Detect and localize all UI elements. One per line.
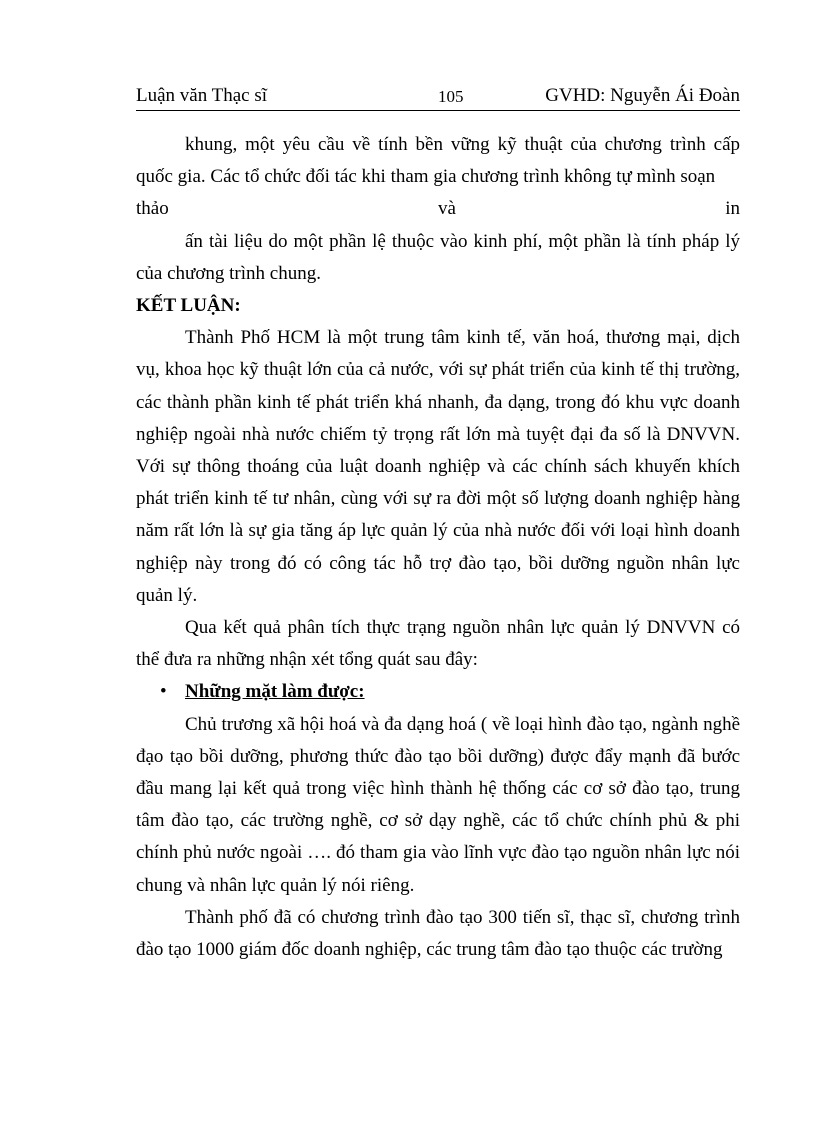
page-header <box>136 84 740 111</box>
bullet-icon: • <box>160 681 167 703</box>
paragraph-3: Thành Phố HCM là một trung tâm kinh tế, văn hoá, thương mại, dịch vụ, khoa học kỹ thuật lớn của cả nước, với sự phát triển của kinh tế thị trường, các thành phần kinh tế phát triển khá nhanh, đa dạng, trong đó khu vực doanh nghiệp ngoài nhà nước chiếm tỷ trọng rất lớn mà tuyệt đại đa số là DNVVN. Với sự thông thoáng của luật doanh nghiệp và các chính sách khuyến khích phát triển kinh tế tư nhân, cùng với sự ra đời một số lượng doanh nghiệp hàng năm rất lớn là sự gia tăng áp lực quản lý của nhà nước đối với loại hình doanh nghiệp này trong đó có công tác hỗ trợ đào tạo, bồi dưỡng nguồn nhân lực quản lý. <box>136 327 740 606</box>
paragraph-1-spread-line <box>136 193 740 225</box>
paragraph-6: Thành phố đã có chương trình đào tạo 300 tiến sĩ, thạc sĩ, chương trình đào tạo 1000 giám đốc doanh nghiệp, các trung tâm đào tạo thuộc các trường <box>136 906 740 961</box>
paragraph-1: khung, một yêu cầu về tính bền vững kỹ thuật của chương trình cấp quốc gia. Các tổ chức đối tác khi tham gia chương trình không tự mình soạn <box>136 134 740 188</box>
bullet-heading-text: Những mặt làm được: <box>185 681 365 703</box>
paragraph-5: Chủ trương xã hội hoá và đa dạng hoá ( về loại hình đào tạo, ngành nghề đạo tạo bồi dưỡng, phương thức đào tạo bồi dưỡng) được đẩy mạnh đã bước đầu mang lại kết quả trong việc hình thành hệ thống các cơ sở đào tạo, trung tâm đào tạo, các trường nghề, cơ sở dạy nghề, các tổ chức chính phủ & phi chính phủ nước ngoài …. đó tham gia vào lĩnh vực đào tạo nguồn nhân lực nói chung và nhân lực quản lý nói riêng. <box>136 713 740 896</box>
bullet-heading <box>136 676 740 708</box>
header-supervisor: GVHD: Nguyễn Ái Đoàn <box>545 85 740 106</box>
page-number: 105 <box>438 87 464 106</box>
paragraph-4: Qua kết quả phân tích thực trạng nguồn nhân lực quản lý DNVVN có thể đưa ra những nhận xét tổng quát sau đây: <box>136 617 740 671</box>
section-heading: KẾT LUẬN: <box>136 295 241 317</box>
header-thesis-label: Luận văn Thạc sĩ <box>136 85 268 106</box>
spread-word: thảo <box>136 198 169 220</box>
spread-word: và <box>438 198 456 220</box>
paragraph-2: ấn tài liệu do một phần lệ thuộc vào kinh phí, một phần là tính pháp lý của chương trình chung. <box>136 230 740 284</box>
spread-word: in <box>725 198 740 220</box>
document-body <box>136 129 740 966</box>
